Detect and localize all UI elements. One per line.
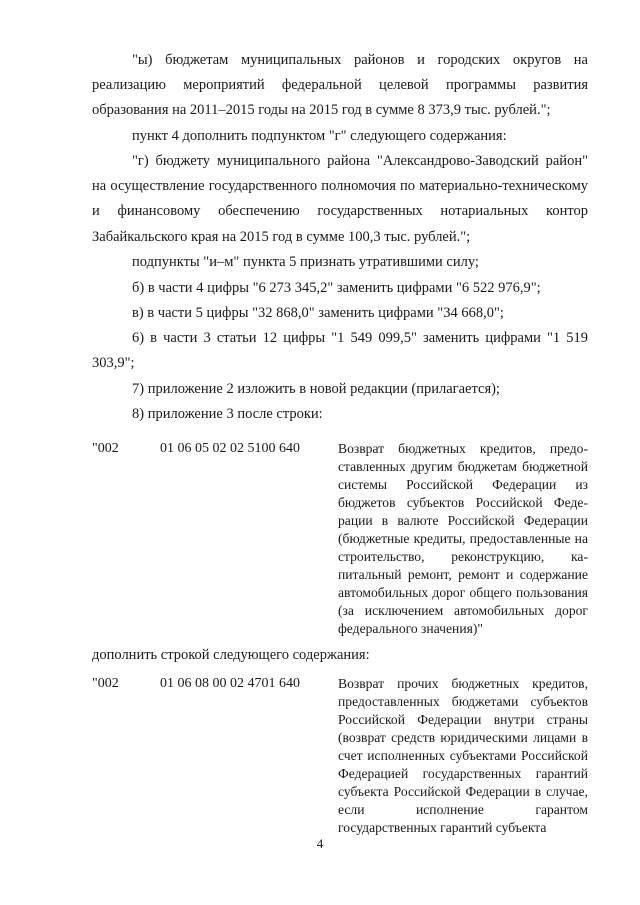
paragraph-g: "г) бюджету муниципального района "Александрово-Заводский район" на осуществление государственного полномочия по материально-техническому и финансовому обеспечению государственных нотариальных контор Забайкальского края на 2015 год в сумме 100,3 тыс. рублей."; [92, 153, 588, 245]
paragraph-y: "ы) бюджетам муниципальных районов и городских округов на реализацию мероприятий федеральной целевой программы развития образования на 2011–2015 годы на 2015 год в сумме 8 373,9 тыс. рублей."; [92, 52, 588, 119]
paragraph-punkt4: пункт 4 дополнить подпунктом "г" следующего содержания: [132, 128, 507, 144]
paragraph-7: 7) приложение 2 изложить в новой редакции (прилагается); [132, 381, 500, 397]
row-description: Возврат бюджетных кредитов, предоставленных другим бюджетам бюджетной системы Российской Федерации из бюджетов субъектов Российской Федерации в валюте Российской Федерации (бюджетные кредиты, предоставленные на строительство, реконструкцию, капитальный ремонт, ремонт и содержание автомобильных дорог общего пользования (за исключением автомобильных дорог федерального значения)" [338, 441, 588, 636]
row-number: 01 06 08 00 02 4701 640 [160, 676, 300, 691]
paragraph-dopolnit: дополнить строкой следующего содержания: [92, 647, 370, 663]
paragraph-podpunkty: подпункты "и–м" пункта 5 признать утратившими силу; [132, 254, 479, 270]
paragraph-8: 8) приложение 3 после строки: [132, 406, 323, 422]
paragraph-b: б) в части 4 цифры "6 273 345,2" заменить цифрами "6 522 976,9"; [132, 280, 541, 296]
row-code: "002 [92, 676, 119, 691]
row-code: "002 [92, 441, 119, 456]
page-number: 4 [316, 836, 324, 851]
paragraph-6: 6) в части 3 статьи 12 цифры "1 549 099,5" заменить цифрами "1 519 303,9"; [92, 330, 588, 372]
row-description: Возврат прочих бюджетных кредитов, предоставленных бюджетами субъектов Российской Федерации внутри страны (возврат средств юридическими лицами в счет исполненных субъектами Российской Федерацией государственных гарантий субъекта Российской Федерации в случае, если исполнение гарантом государственных гарантий субъекта [338, 676, 588, 835]
paragraph-v: в) в части 5 цифры "32 868,0" заменить цифрами "34 668,0"; [132, 305, 504, 321]
row-number: 01 06 05 02 02 5100 640 [160, 441, 300, 456]
